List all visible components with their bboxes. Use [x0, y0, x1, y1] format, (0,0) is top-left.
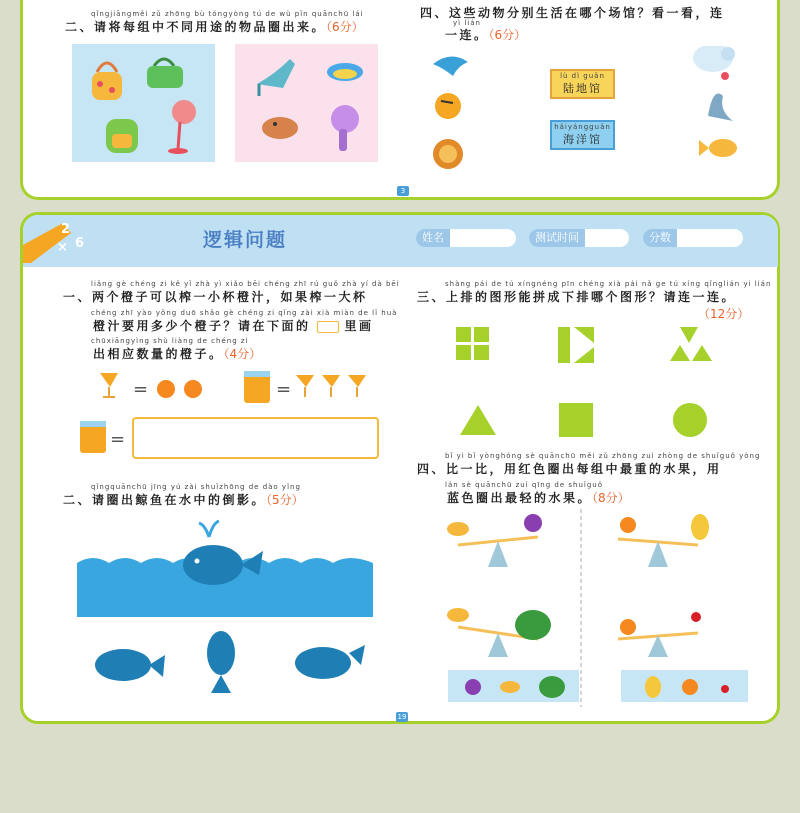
orange-icon: [620, 619, 636, 635]
tropical-fish-icon: [699, 139, 737, 157]
mango-icon: [447, 522, 469, 536]
page-title: 逻辑问题: [203, 229, 288, 251]
sea-venue-label: 海洋馆: [563, 133, 602, 146]
svg-text:6: 6: [75, 236, 85, 251]
score-field[interactable]: [643, 229, 743, 247]
balance-scale-3: [447, 608, 551, 657]
balance-scale-2: [618, 514, 709, 567]
reflection-option-1-icon: [95, 649, 165, 681]
hair-dryer-icon: [331, 105, 359, 151]
lamp-icon: [168, 100, 196, 154]
top-page-number: 3: [397, 186, 409, 196]
q4-pinyin-1: bǐ yi bǐ yònghóng sè quānchū měi zǔ zhōng zuì zhòng de shuǐguǒ yòng: [445, 452, 761, 460]
q2-points: （5分）: [266, 493, 304, 507]
circle-icon: [673, 403, 707, 437]
test-time-label: 测试时间: [529, 229, 585, 247]
q1-line-1: 一、两个橙子可以榨一小杯橙汁，如果榨一大杯: [63, 290, 368, 304]
svg-text:=: =: [133, 379, 149, 400]
large-juice-cup-icon: [244, 371, 270, 403]
q4-pinyin: yì lián: [453, 19, 481, 27]
logic-worksheet-page: [20, 212, 780, 724]
sea-venue-pinyin: hǎiyángguǎn: [554, 123, 611, 131]
land-venue-sign[interactable]: [550, 69, 615, 99]
land-venue-pinyin: lù dì guǎn: [560, 72, 605, 80]
elephant-icon: [693, 46, 735, 72]
animal-pictures: [423, 46, 763, 176]
svg-text:=: =: [110, 429, 126, 450]
sea-venue-sign[interactable]: [550, 120, 615, 150]
reflection-option-3-icon: [295, 645, 365, 679]
q4-question-cont: 一连。（6分）: [445, 28, 527, 42]
q2-pinyin: qǐngjiāngměi zǔ zhōng bù tóngyòng tú de wù pǐn quānchū lái: [91, 10, 364, 18]
lion-icon: [433, 139, 463, 169]
handbag-icon: [147, 59, 183, 88]
balance-scale-1: [447, 514, 542, 567]
q4-question: 四、这些动物分别生活在哪个场馆？看一看，连: [420, 6, 725, 20]
group-b-box[interactable]: [235, 44, 378, 162]
q1-pinyin-1: liǎng gè chéng zi kě yǐ zhà yì xiǎo bēi chéng zhī rú guǒ zhà yí dà bēi: [91, 280, 400, 288]
seal-icon: [708, 72, 733, 121]
square-icon: [559, 403, 593, 437]
test-time-field[interactable]: [529, 229, 629, 247]
high-heel-icon: [257, 59, 295, 96]
triangles-icon: [670, 327, 712, 361]
four-squares-icon: [456, 327, 489, 360]
shape-puzzle: [448, 323, 738, 443]
svg-text:×: ×: [57, 240, 68, 255]
sneaker-icon: [327, 63, 363, 81]
orange-icon: [157, 380, 202, 398]
q2-pinyin: qǐngquānchū jīng yú zài shuǐzhōng de dào yǐng: [91, 483, 301, 491]
q4-points: （6分）: [488, 28, 527, 42]
svg-text:2: 2: [61, 222, 71, 237]
q1-pinyin-3: chūxiāngyìng shù liàng de chéng zi: [91, 337, 249, 345]
q4-points: （8分）: [592, 491, 630, 505]
q4-line-2: 蓝色圈出最轻的水果。（8分）: [447, 491, 630, 505]
q2-question: 二、请圈出鲸鱼在水中的倒影。（5分）: [63, 493, 304, 507]
score-label: 分数: [643, 229, 677, 247]
group-b-items: [235, 44, 378, 162]
group-a-box[interactable]: [72, 44, 215, 162]
q4-line-1: 四、比一比，用红色圈出每组中最重的水果，用: [417, 462, 722, 476]
bottom-page-number: 19: [397, 713, 407, 721]
triangle-icon: [460, 405, 496, 435]
split-pieces-icon: [558, 327, 594, 363]
q1-line-2: 橙汁要用多少个橙子？请在下面的 里画: [93, 319, 374, 333]
math-pencil-icon: [23, 215, 93, 263]
reflection-option-2-icon: [207, 631, 235, 693]
whale-reflection-scene: [73, 513, 378, 703]
q3-question: 三、上排的图形能拼成下排哪个图形？请连一连。: [417, 290, 737, 304]
small-juice-glass-icon: [100, 373, 118, 397]
name-field[interactable]: [416, 229, 516, 247]
orange-icon: [620, 517, 636, 533]
watermelon-icon: [515, 610, 551, 640]
tiger-icon: [435, 93, 461, 119]
cherry-icon: [691, 612, 701, 622]
dolphin-icon: [433, 56, 468, 76]
orange-answer-box[interactable]: [132, 417, 379, 459]
fruit-balance-scales: [428, 507, 748, 712]
answer-box-sample: [317, 321, 339, 333]
top-worksheet-page: [20, 0, 780, 200]
purse-icon: [92, 63, 122, 100]
q3-pinyin: shàng pái de tú xíngnéng pīn chéng xià pái nǎ ge tú xíng qǐnglián yi lián: [445, 280, 772, 288]
grapes-icon: [524, 514, 542, 532]
group-a-items: [72, 44, 215, 162]
q1-points: （4分）: [223, 347, 262, 361]
balance-scale-4: [618, 612, 701, 657]
backpack-icon: [106, 119, 138, 153]
q4-pinyin-2: lán sè quānchū zuì qīng de shuǐguǒ: [445, 481, 604, 489]
three-small-glasses-icon: [296, 375, 366, 397]
q1-line-3: 出相应数量的橙子。（4分）: [93, 347, 262, 361]
land-venue-label: 陆地馆: [563, 82, 602, 95]
big-juice-cup-answer-icon: [80, 421, 106, 453]
q2-points: （6分）: [326, 20, 364, 34]
q3-points: （12分）: [698, 307, 750, 321]
name-label: 姓名: [416, 229, 450, 247]
worksheet-header: [23, 215, 778, 267]
q1-pinyin-2: chéng zhī yào yǒng duō shǎo gè chéng zi qǐng zài xià miàn de lǐ huà: [91, 309, 398, 317]
mango-icon: [447, 608, 469, 622]
q2-question: 二、请将每组中不同用途的物品圈出来。（6分）: [65, 20, 364, 34]
slipper-icon: [262, 117, 298, 139]
svg-text:=: =: [276, 379, 292, 400]
pineapple-icon: [691, 514, 709, 540]
